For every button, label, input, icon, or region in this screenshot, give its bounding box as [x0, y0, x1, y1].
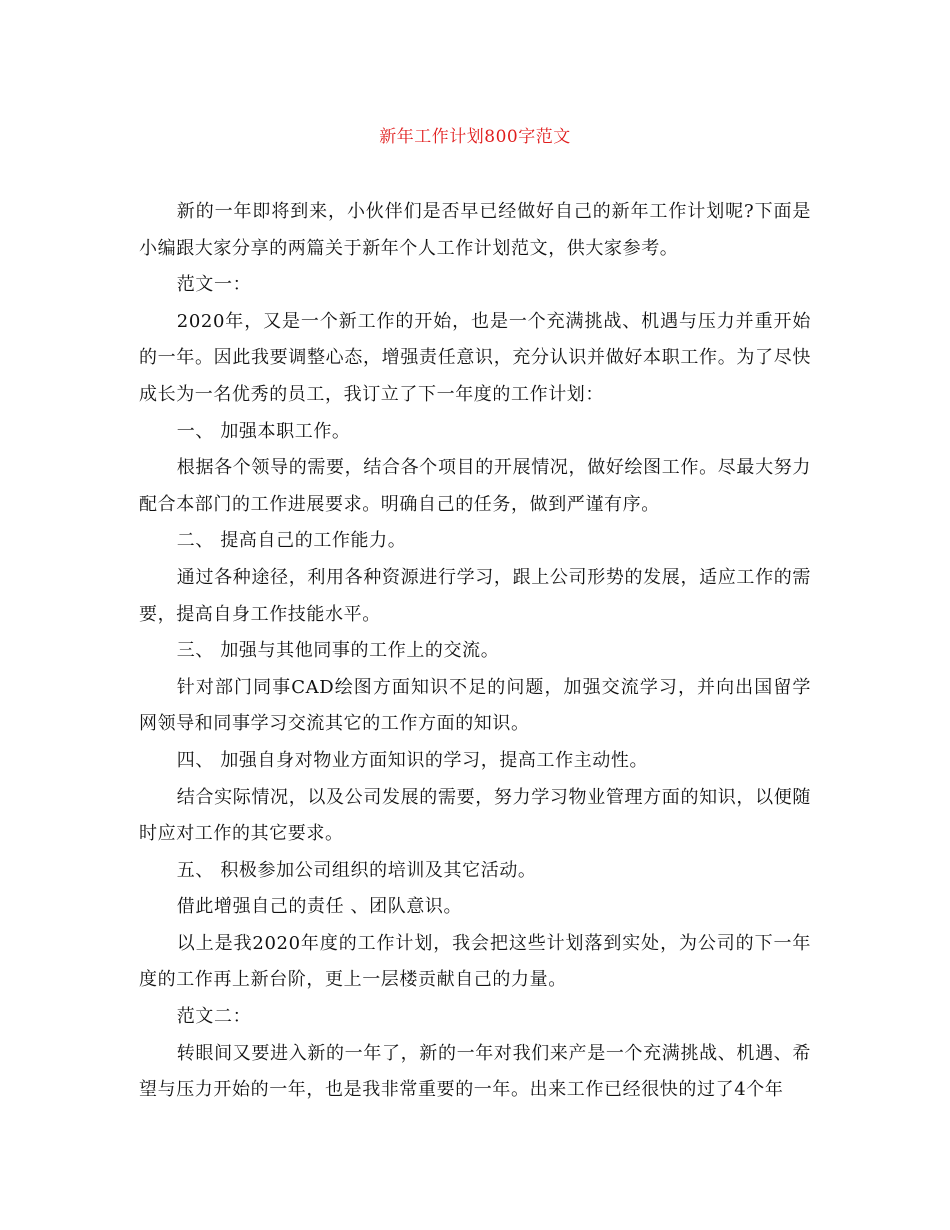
sample-one-heading: 范文一： — [176, 274, 252, 296]
section-body-5: 借此增强自己的责任 、团队意识。 — [176, 896, 463, 918]
section-heading-2: 二、 提高自己的工作能力。 — [176, 530, 407, 552]
sample-two-heading: 范文二： — [176, 1006, 252, 1028]
sample-two-opening-paragraph: 转眼间又要进入新的一年了，新的一年对我们来产是一个充满挑战、机遇、希望与压力开始的一年，也是我非常重要的一年。出来工作已经很快的过了4个年 — [139, 1042, 811, 1101]
document-body — [139, 194, 811, 1109]
sample-one-opening-paragraph: 2020年，又是一个新工作的开始，也是一个充满挑战、机遇与压力并重开始的一年。因此我要调整心态，增强责任意识，充分认识并做好本职工作。为了尽快成长为一名优秀的员工，我订立了下一年度的工作计划： — [139, 310, 811, 405]
section-heading-4: 四、 加强自身对物业方面知识的学习，提高工作主动性。 — [176, 749, 649, 771]
section-body-4: 结合实际情况，以及公司发展的需要，努力学习物业管理方面的知识，以便随时应对工作的其它要求。 — [139, 786, 811, 845]
intro-paragraph: 新的一年即将到来，小伙伴们是否早已经做好自己的新年工作计划呢?下面是小编跟大家分享的两篇关于新年个人工作计划范文，供大家参考。 — [139, 201, 811, 259]
section-heading-1: 一、 加强本职工作。 — [176, 420, 351, 442]
section-body-2: 通过各种途径，利用各种资源进行学习，跟上公司形势的发展，适应工作的需要，提高自身工作技能水平。 — [139, 566, 811, 625]
section-body-3: 针对部门同事CAD绘图方面知识不足的问题，加强交流学习，并向出国留学网领导和同事学习交流其它的工作方面的知识。 — [139, 676, 811, 735]
section-heading-3: 三、 加强与其他同事的工作上的交流。 — [176, 640, 500, 662]
document-title: 新年工作计划800字范文 — [379, 127, 571, 147]
closing-paragraph: 以上是我2020年度的工作计划，我会把这些计划落到实处，为公司的下一年度的工作再上新台阶，更上一层楼贡献自己的力量。 — [139, 932, 811, 991]
section-heading-5: 五、 积极参加公司组织的培训及其它活动。 — [176, 859, 537, 881]
section-body-1: 根据各个领导的需要，结合各个项目的开展情况，做好绘图工作。尽最大努力配合本部门的工作进展要求。明确自己的任务，做到严谨有序。 — [139, 457, 811, 515]
